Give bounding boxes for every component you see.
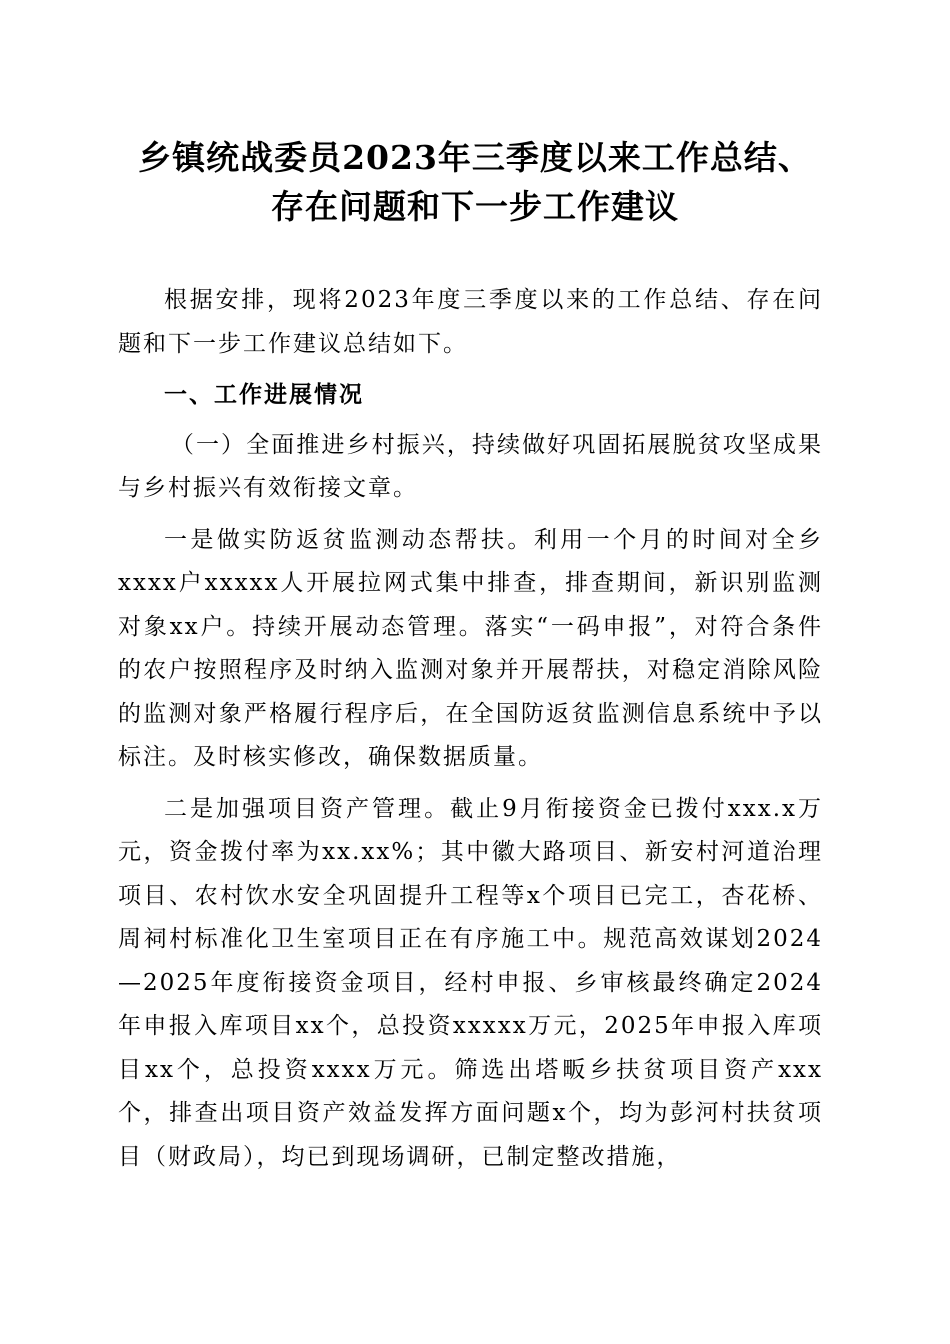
document-title: [100, 133, 850, 231]
paragraph-monitoring: [118, 519, 823, 780]
section-heading-1: 一、工作进展情况: [164, 382, 364, 408]
title-line-1: 乡镇统战委员2023年三季度以来工作总结、: [138, 138, 812, 177]
paragraph-project-assets: [118, 788, 823, 1180]
document-body: [118, 279, 823, 1187]
title-line-2: 存在问题和下一步工作建议: [271, 187, 679, 226]
paragraph-project-assets-lead: 二是加强项目资产管理。: [164, 795, 451, 822]
subsection-heading-1: （一）全面推进乡村振兴，持续做好巩固拓展脱贫攻坚成果与乡村振兴有效衔接文章。: [118, 431, 823, 501]
paragraph-project-assets-text: 截止9月衔接资金已拨付xxx.x万元，资金拨付率为xx.xx%；其中徽大路项目、新安村河道治理项目、农村饮水安全巩固提升工程等x个项目已完工，杏花桥、周祠村标准化卫生室项目正在有序施工中。规范高效谋划2024—2025年度衔接资金项目，经村申报、乡审核最终确定2024年申报入库项目xx个，总投资xxxxx万元，2025年申报入库项目xx个，总投资xxxx万元。筛选出塔畈乡扶贫项目资产xxx个，排查出项目资产效益发挥方面问题x个，均为彭河村扶贫项目（财政局），均已到现场调研，已制定整改措施，: [118, 795, 823, 1170]
paragraph-monitoring-text: 利用一个月的时间对全乡xxxx户xxxxx人开展拉网式集中排查，排查期间，新识别监测对象xx户。持续开展动态管理。落实“一码申报”，对符合条件的农户按照程序及时纳入监测对象并开展帮扶，对稳定消除风险的监测对象严格履行程序后，在全国防返贫监测信息系统中予以标注。及时核实修改，确保数据质量。: [118, 526, 824, 770]
intro-paragraph: 根据安排，现将2023年度三季度以来的工作总结、存在问题和下一步工作建议总结如下。: [118, 287, 823, 357]
paragraph-monitoring-lead: 一是做实防返贫监测动态帮扶。: [164, 526, 534, 553]
